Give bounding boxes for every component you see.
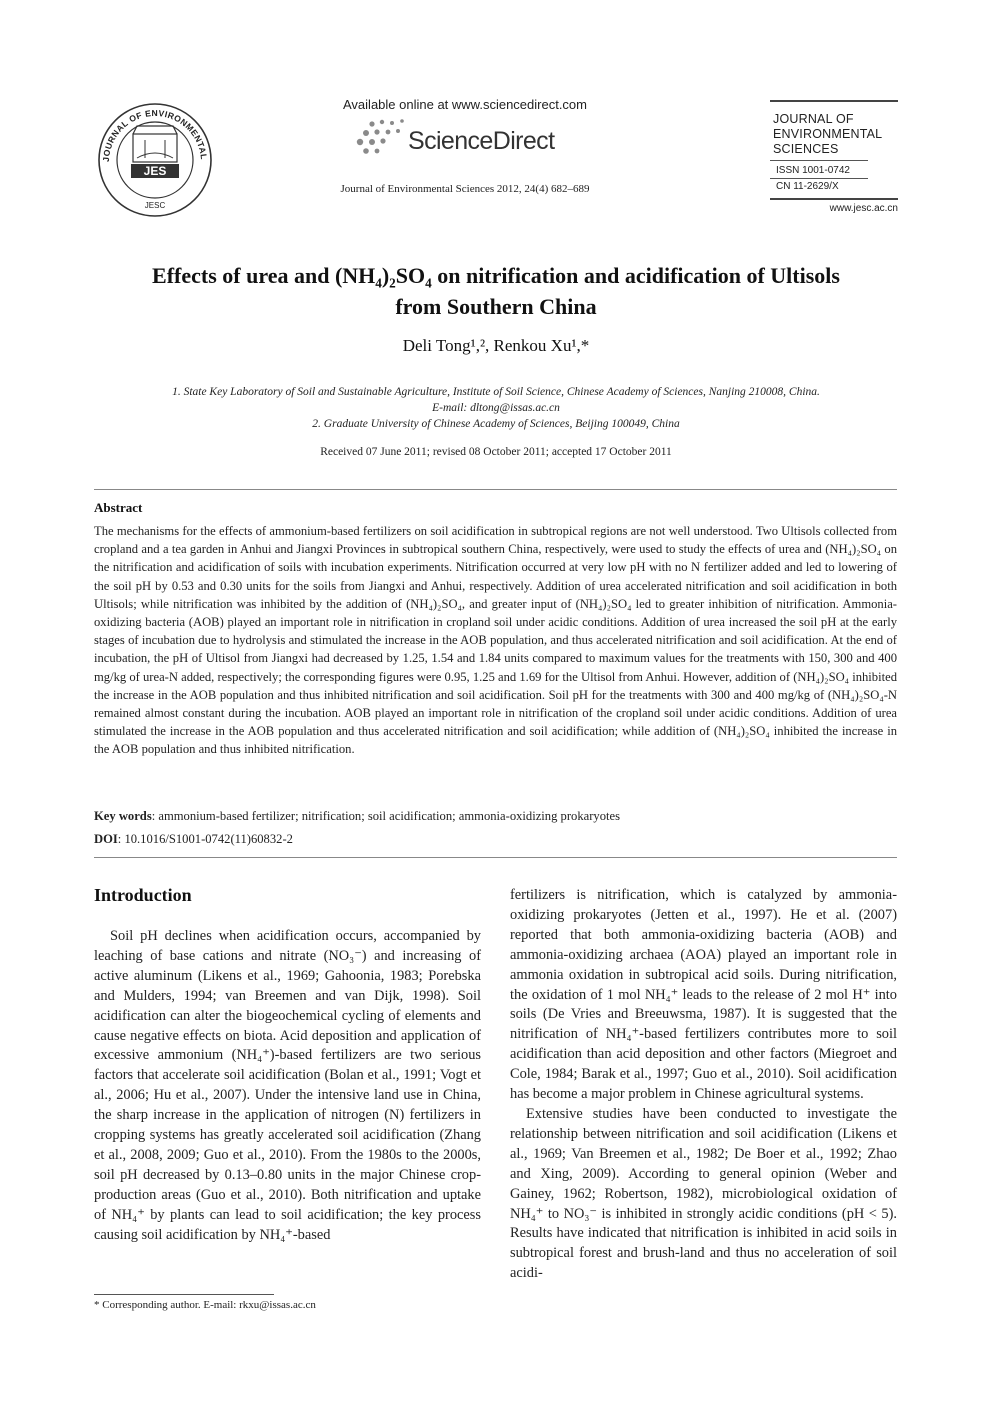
footnote: * Corresponding author. E-mail: rkxu@issas.ac.cn <box>94 1299 316 1311</box>
divider <box>94 857 897 858</box>
body-column-left <box>94 927 481 1246</box>
keywords-text: : ammonium-based fertilizer; nitrification; soil acidification; ammonia-oxidizing prokaryotes <box>151 809 620 823</box>
logo-ring-text: JOURNAL OF ENVIRONMENTAL <box>100 107 209 163</box>
journal-title <box>770 112 898 157</box>
article-authors: Deli Tong¹,², Renkou Xu¹,* <box>402 336 590 355</box>
doi-text[interactable]: : 10.1016/S1001-0742(11)60832-2 <box>117 832 293 846</box>
abstract-text: The mechanisms for the effects of ammonium-based fertilizers on soil acidification in subtropical regions are not well understood. Two Ultisols collected from cropland and a tea garden in Anhui and Jiangxi Provinces in subtropical southern China, respectively, were used to study the effects of urea and (NH₄)₂SO₄ on the nitrification and acidification of soils with incubation experiments. Nitrification occurred at very low pH with no N fertilizer added and led to lowering of the soil pH by 0.53 and 0.30 units for the soils from Jiangxi and Anhui, respectively. Addition of urea accelerated nitrification and soil acidification in both Ultisols; while nitrification was inhibited by the addition of (NH₄)₂SO₄, and greater input of (NH₄)₂SO₄ led to greater inhibition of nitrification. Ammonia-oxidizing bacteria (AOB) played an important role in nitrification in cropland soil under acidic conditions. Addition of urea increased the soil pH at the early stages of incubation due to hydrolysis and stimulated the increase in the AOB population, and thus accelerated nitrification and soil acidification. At the end of incubation, the pH of Ultisol from Jiangxi had decreased by 1.25, 1.54 and 1.84 units compared to maximum values for the treatments with 150, 300 and 400 mg/kg of urea-N added, respectively; the corresponding figures were 0.95, 1.25 and 1.69 for the Ultisol from Anhui. However, addition of (NH₄)₂SO₄ inhibited the increase in the AOB population and thus inhibited nitrification and soil acidification. Soil pH for the treatments with 300 and 400 mg/kg of (NH₄)₂SO₄-N remained almost constant during the incubation. AOB played an important role in nitrification of the cropland soil under acidic conditions. Addition of urea stimulated the increase in the AOB population and thus accelerated nitrification and soil acidification; while addition of (NH₄)₂SO₄ inhibited the increase in the AOB population and thus inhibited nitrification. <box>94 524 897 757</box>
journal-title-line: ENVIRONMENTAL <box>773 127 883 141</box>
footnote-divider <box>94 1294 274 1295</box>
author-affiliations <box>90 384 902 432</box>
article-title-line: Effects of urea and (NH₄)₂SO₄ on nitrification and acidification of Ultisols <box>152 263 840 288</box>
sciencedirect-dots-icon <box>352 116 410 160</box>
journal-title-line: JOURNAL OF <box>773 112 854 126</box>
article-title-line: from Southern China <box>395 294 597 319</box>
abstract-heading: Abstract <box>94 500 143 515</box>
divider <box>94 489 897 490</box>
logo-emblem-text: JES <box>143 164 167 178</box>
paragraph: fertilizers is nitrification, which is catalyzed by ammonia-oxidizing prokaryotes (Jetten et al., 1997). He et al. (2007) reported that both ammonia-oxidizing bacteria (AOB) and ammonia-oxidizing archaea (AOA) played an important role in ammonia oxidation in subtropical acid soils. During nitrification, the oxidation of 1 mol NH₄⁺ leads to the release of 2 mol H⁺ into soils (De Vries and Breeuwsma, 1987). It is suggested that the nitrification of NH₄⁺-based fertilizers contributes more to soil acidification than acid deposition and other factors (Miegroet and Cole, 1984; Barak et al., 1997; Guo et al., 2010). Soil acidification has become a major problem in Chinese agricultural systems. <box>510 887 897 1103</box>
article-dates: Received 07 June 2011; revised 08 October 2011; accepted 17 October 2011 <box>320 446 672 458</box>
journal-title-line: SCIENCES <box>773 142 839 156</box>
affiliation-email[interactable]: E-mail: dltong@issas.ac.cn <box>432 402 560 414</box>
sciencedirect-logo[interactable] <box>352 116 592 162</box>
available-online-text[interactable]: Available online at www.sciencedirect.com <box>343 97 587 112</box>
paragraph: Extensive studies have been conducted to investigate the relationship between nitrification and soil acidification (Likens et al., 1969; Van Breemen et al., 1982; De Boer et al., 1992; Zhao and Xing, 2009). According to general opinion (Weber and Gainey, 1962; Robertson, 1982), microbiological oxidation of NH₄⁺ to NO₃⁻ is inhibited in strongly acidic conditions (pH < 5). Results have indicated that nitrification is inhibited in acid soils in subtropical forest and brush-land and thus no acceleration of soil acidi- <box>510 1105 897 1282</box>
journal-citation: Journal of Environmental Sciences 2012, 24(4) 682–689 <box>340 183 590 195</box>
section-heading-introduction: Introduction <box>94 885 192 905</box>
logo-bottom-text: JESC <box>144 201 166 210</box>
paragraph: Soil pH declines when acidification occurs, accompanied by leaching of base cations and nitrate (NO₃⁻) and increasing of active aluminum (Likens et al., 1969; Gahoonia, 1983; Porebska and Mulders, 1994; van Breemen and van Dijk, 1998). Soil acidification can alter the biogeochemical cycling of elements and cause negative effects on biota. Acid deposition and application of excessive ammonium (NH₄⁺)-based fertilizers are two serious factors that accelerate soil acidification (Bolan et al., 1991; Vogt et al., 2006; Hu et al., 2007). Under the intensive land use in China, the sharp increase in the application of nitrogen (N) fertilizers in cropping systems has greatly accelerated soil acidification (Zhang et al., 2008, 2009; Guo et al., 2010). From the 1980s to the 2000s, soil pH decreased by 0.13–0.80 units in the major Chinese crop-production areas (Guo et al., 2010). Both nitrification and uptake of NH₄⁺ by plants can lead to soil acidification; the key process causing soil acidification by NH₄⁺-based <box>94 928 481 1243</box>
doi-label: DOI <box>94 832 118 846</box>
keywords-label: Key words <box>94 809 152 823</box>
affiliation-line: 2. Graduate University of Chinese Academy of Sciences, Beijing 100049, China <box>312 418 680 430</box>
doi <box>94 832 897 847</box>
article-title <box>90 260 902 322</box>
journal-logo <box>93 100 217 218</box>
keywords <box>94 809 897 824</box>
journal-cn: CN 11-2629/X <box>770 178 868 194</box>
sciencedirect-wordmark: ScienceDirect <box>408 127 555 155</box>
body-column-right <box>510 886 897 1284</box>
affiliation-line: 1. State Key Laboratory of Soil and Sustainable Agriculture, Institute of Soil Science, Chinese Academy of Sciences, Nanjing 210008, China. <box>172 386 820 398</box>
journal-info-box <box>770 100 898 214</box>
journal-issn: ISSN 1001-0742 <box>770 160 868 178</box>
journal-url[interactable]: www.jesc.ac.cn <box>829 203 898 214</box>
